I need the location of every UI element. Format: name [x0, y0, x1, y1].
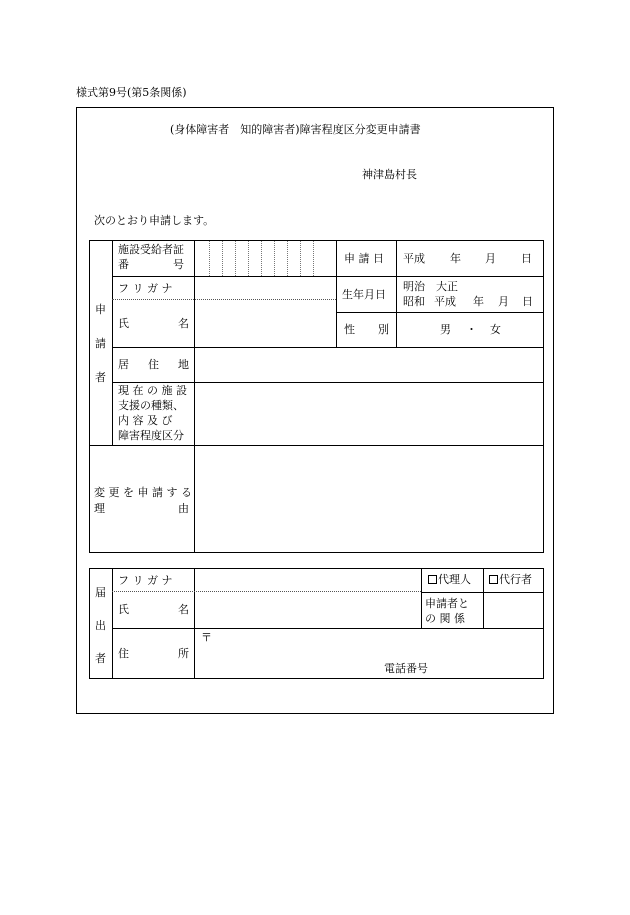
reporter-side-label-3: 者 [95, 652, 106, 665]
form-number: 様式第9号(第5条関係) [76, 86, 187, 99]
applicant-side-label-3: 者 [95, 371, 106, 384]
reason-label-1: 変 更 を 申 請 す る [94, 486, 192, 499]
reporter-address-label-2: 所 [178, 647, 189, 660]
application-date-year: 年 [450, 252, 461, 265]
birthdate-era-showa: 昭和 [403, 295, 425, 308]
sex-label-1: 性 [344, 323, 355, 336]
current-service-label-1: 現 在 の 施 設 [118, 384, 187, 397]
application-date-era: 平成 [403, 252, 425, 265]
sex-separator: ・ [466, 323, 477, 336]
addressee: 神津島村長 [362, 168, 417, 181]
postal-mark: 〒 [201, 631, 212, 644]
applicant-side-label-2: 請 [95, 337, 106, 350]
birthdate-era-heisei: 平成 [434, 295, 456, 308]
residence-label-2: 住 [148, 358, 159, 371]
relation-label-1: 申請者と [425, 597, 469, 610]
facility-cert-label-2: 番 号 [118, 258, 184, 271]
birthdate-month: 月 [498, 295, 509, 308]
reporter-name-label-1: 氏 [118, 603, 129, 616]
residence-label-1: 居 [118, 358, 129, 371]
agent-option-label: 代理人 [438, 573, 471, 586]
reporter-side-label-1: 届 [95, 586, 106, 599]
residence-label-3: 地 [178, 358, 189, 371]
reason-label-2a: 理 [94, 502, 105, 515]
reporter-name-label-2: 名 [178, 603, 189, 616]
phone-label: 電話番号 [384, 662, 428, 675]
birthdate-era-line1: 明治 大正 [403, 280, 458, 293]
sex-female: 女 [490, 323, 501, 336]
reporter-furigana-label: フ リ ガ ナ [118, 574, 173, 587]
birthdate-day: 日 [522, 295, 533, 308]
proxy-option-label: 代行者 [499, 573, 532, 586]
agent-checkbox[interactable] [428, 575, 437, 584]
relation-label-2: の 関 係 [425, 612, 465, 625]
current-service-label-4: 障害程度区分 [118, 429, 184, 442]
birthdate-label: 生年月日 [342, 288, 386, 301]
application-date-label: 申 請 日 [344, 252, 384, 265]
intro-text: 次のとおり申請します。 [94, 214, 215, 227]
reason-label-2b: 由 [178, 502, 189, 515]
birthdate-year: 年 [473, 295, 484, 308]
sex-label-2: 別 [378, 323, 389, 336]
applicant-name-label-2: 名 [178, 317, 189, 330]
application-date-day: 日 [521, 252, 532, 265]
applicant-side-label-1: 申 [95, 303, 106, 316]
reporter-address-label-1: 住 [118, 647, 129, 660]
applicant-furigana-label: フ リ ガ ナ [118, 282, 173, 295]
applicant-name-label-1: 氏 [118, 317, 129, 330]
current-service-label-2: 支援の種類、 [118, 399, 184, 412]
current-service-label-3: 内 容 及 び [118, 414, 173, 427]
sex-male: 男 [440, 323, 451, 336]
reporter-side-label-2: 出 [95, 619, 106, 632]
proxy-checkbox[interactable] [489, 575, 498, 584]
form-title: (身体障害者 知的障害者)障害程度区分変更申請書 [170, 123, 421, 136]
facility-cert-label-1: 施設受給者証 [118, 243, 184, 256]
application-date-month: 月 [485, 252, 496, 265]
